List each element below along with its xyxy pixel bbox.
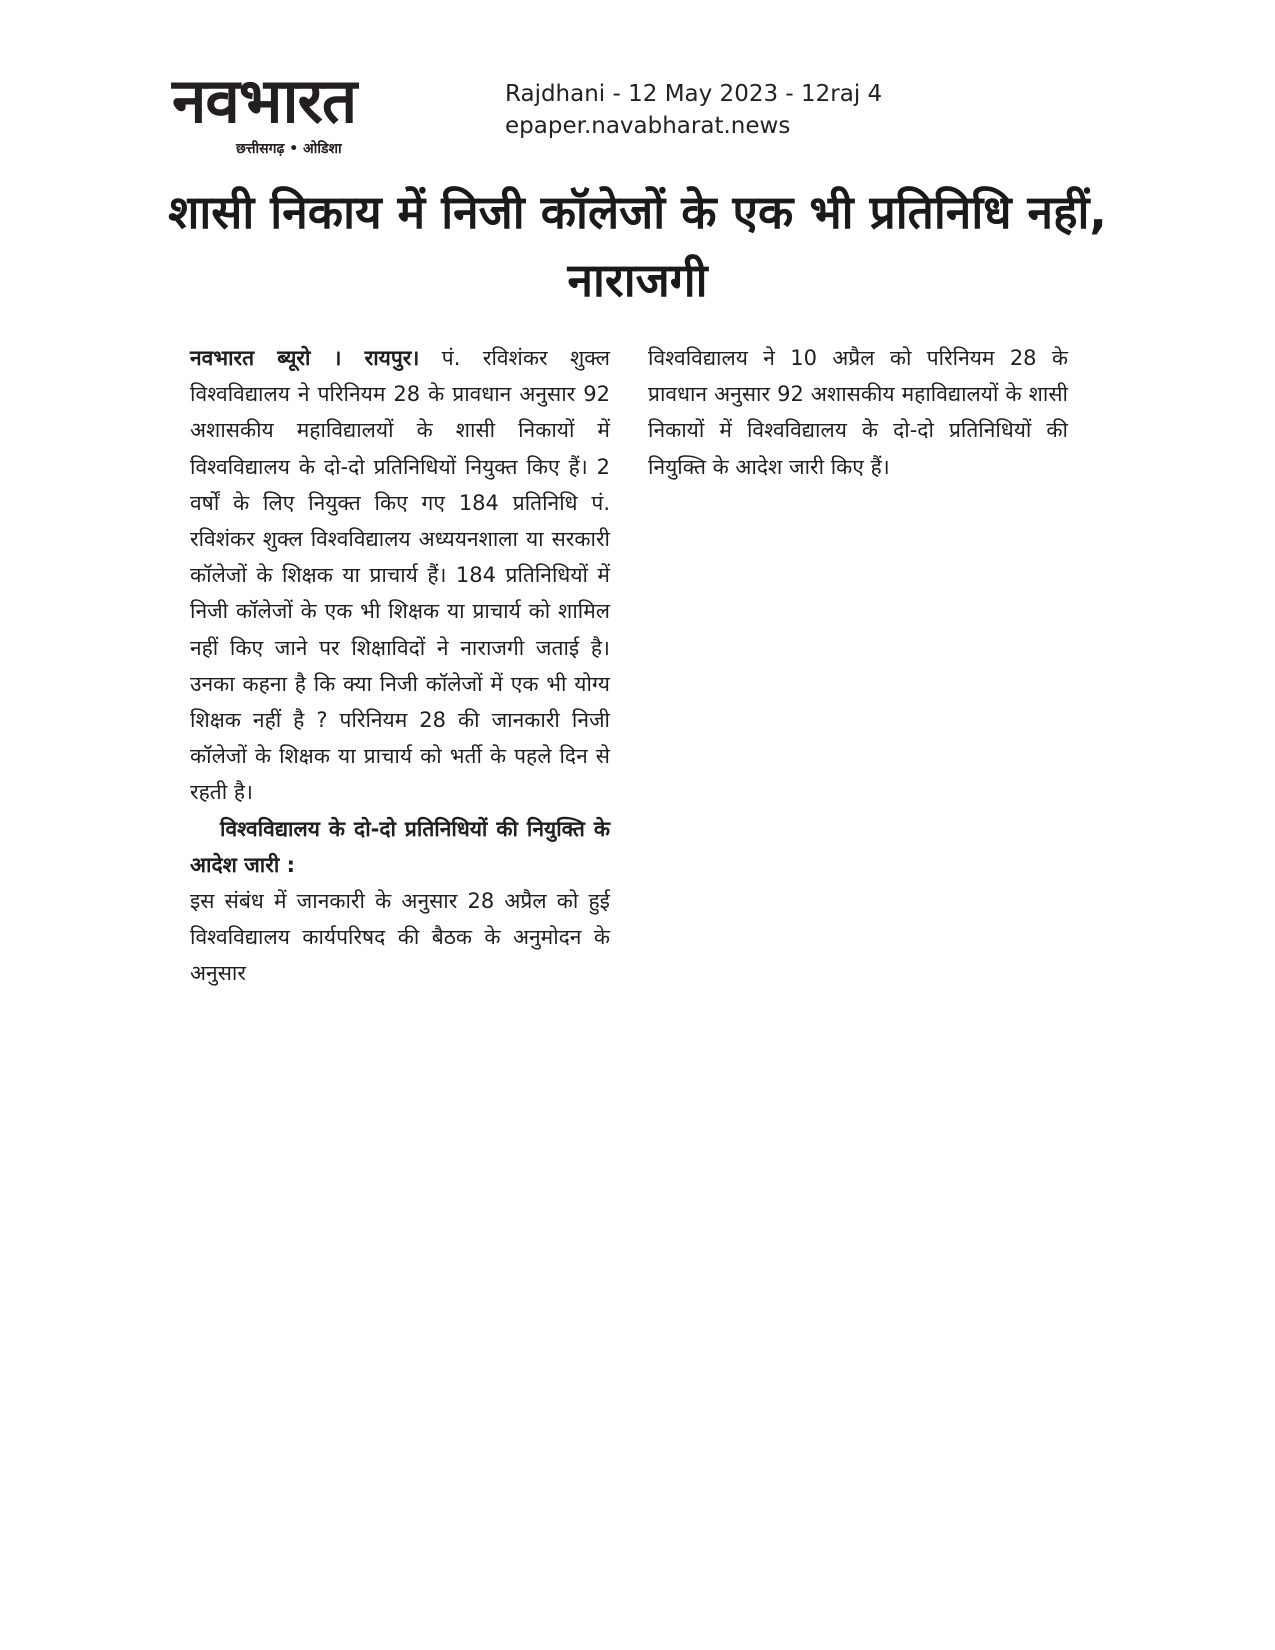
paragraph-1-text: पं. रविशंकर शुक्ल विश्वविद्यालय ने परिनियम 28 के प्रावधान अनुसार 92 अशासकीय महाविद्यालयों के शासी निकायों में विश्वविद्यालय के दो-दो प्रतिनिधियों नियुक्त किए हैं। 2 वर्षों के लिए नियुक्त किए गए 184 प्रतिनिधि पं. रविशंकर शुक्ल विश्वविद्यालय अध्ययनशाला या सरकारी कॉलेजों के शिक्षक या प्राचार्य हैं। 184 प्रतिनिधियों में निजी कॉलेजों के एक भी शिक्षक या प्राचार्य को शामिल नहीं किए जाने पर शिक्षाविदों ने नाराजगी जताई है। उनका कहना है कि क्या निजी कॉलेजों में एक भी योग्य शिक्षक नहीं है ? परिनियम 28 की जानकारी निजी कॉलेजों के शिक्षक या प्राचार्य को भर्ती के पहले दिन से रहती है। <box>190 346 610 805</box>
masthead <box>172 66 482 162</box>
article-paragraph-1 <box>190 340 610 811</box>
article-subhead: विश्वविद्यालय के दो-दो प्रतिनिधियों की नियुक्ति के आदेश जारी : <box>190 816 610 877</box>
edition-info <box>505 78 882 142</box>
newspaper-logo: नवभारत <box>172 64 357 137</box>
article-headline: शासी निकाय में निजी कॉलेजों के एक भी प्रतिनिधि नहीं, नाराजगी <box>168 185 1107 307</box>
article-paragraph-2: इस संबंध में जानकारी के अनुसार 28 अप्रैल को हुई विश्वविद्यालय कार्यपरिषद की बैठक के अनुमोदन के अनुसार <box>190 889 610 986</box>
article-column-right <box>648 340 1068 485</box>
logo-subtitle: छत्तीसगढ़ • ओडिशा <box>236 141 342 157</box>
dateline: नवभारत ब्यूरो । रायपुर। <box>190 346 420 370</box>
epaper-site: epaper.navabharat.news <box>505 113 791 139</box>
article-paragraph-3: विश्वविद्यालय ने 10 अप्रैल को परिनियम 28 के प्रावधान अनुसार 92 अशासकीय महाविद्यालयों के शासी निकायों में विश्वविद्यालय के दो-दो प्रतिनिधियों की नियुक्ति के आदेश जारी किए हैं। <box>648 346 1068 479</box>
article-column-left <box>190 340 610 992</box>
edition-line: Rajdhani - 12 May 2023 - 12raj 4 <box>505 81 883 107</box>
